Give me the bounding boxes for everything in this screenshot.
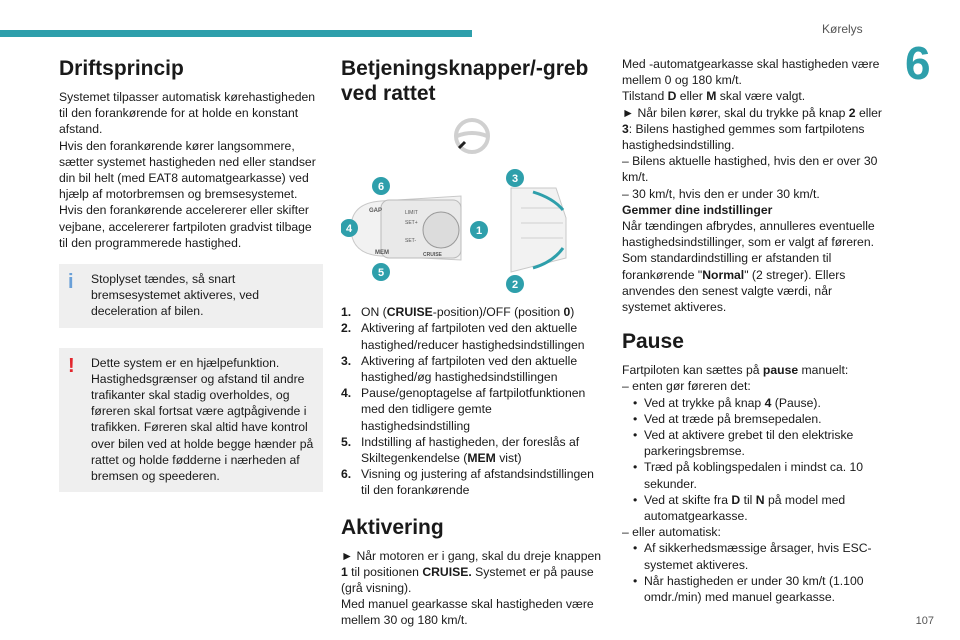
- auto-heading: – eller automatisk:: [622, 525, 721, 540]
- stalk-label-cruise: CRUISE: [423, 252, 442, 258]
- mode-text: Tilstand D eller M skal være valgt.: [622, 89, 806, 104]
- list-item: 4. Pause/genoptagelse af fartpilotfunktionen med den tidligere gemte hastighedsindstilling: [341, 386, 586, 433]
- stalk-label-gap: GAP: [369, 208, 383, 214]
- activation-text: ► Når motoren er i gang, skal du dreje knappen 1 til positionen CRUISE. Systemet er på pause (grå visning).: [341, 548, 602, 596]
- svg-text:6: 6: [377, 181, 385, 193]
- svg-text:2: 2: [511, 279, 519, 291]
- list-item: 2. Aktivering af fartpiloten ved den aktuelle hastighed/reducer hastighedsindstillingen: [341, 321, 585, 352]
- column-right: [622, 56, 884, 605]
- list-item: • Træd på koblingspedalen i mindst ca. 10 sekunder.: [633, 460, 864, 491]
- cruise-control-stalk-diagram: [341, 168, 603, 298]
- auto-gearbox-text: Med -automatgearkasse skal hastigheden være mellem 0 og 180 km/t.: [622, 57, 880, 88]
- list-item: • Når hastigheden er under 30 km/t (1.100 omdr./min) med manuel gearkasse.: [633, 573, 864, 605]
- section-title: Kørelys: [822, 22, 863, 36]
- activation-manual-text: Med manuel gearkasse skal hastigheden være mellem 30 og 180 km/t.: [341, 597, 594, 628]
- stalk-label-set-minus: SET-: [405, 238, 417, 244]
- press-button-text: ► Når bilen kører, skal du trykke på knap 2 eller 3: Bilens hastighed gemmes som fartpilotens hastighedsindstilling.: [622, 105, 882, 153]
- callout-5: [372, 263, 390, 281]
- callout-3: [506, 169, 524, 187]
- controls-list: [341, 304, 603, 498]
- list-item: • Af sikkerhedsmæssige årsager, hvis ESC-systemet aktiveres.: [633, 541, 872, 572]
- info-note-text: Stoplyset tændes, så snart bremsesystemet aktiveres, ved deceleration af bilen.: [91, 272, 259, 319]
- stalk-label-set-plus: SET+: [405, 220, 418, 226]
- pause-intro: Fartpiloten kan sættes på pause manuelt:: [622, 363, 849, 378]
- list-item: 6. Visning og justering af afstandsindstillingen til den forankørende: [341, 467, 594, 498]
- list-item: 1. ON (CRUISE-position)/OFF (position 0): [341, 305, 575, 320]
- column-middle: [341, 56, 603, 629]
- svg-text:1: 1: [475, 225, 483, 237]
- header-accent-bar: [0, 30, 472, 37]
- svg-text:3: 3: [511, 173, 519, 185]
- list-item: • Ved at trykke på knap 4 (Pause).: [633, 395, 821, 410]
- page-number: 107: [915, 615, 934, 627]
- svg-text:4: 4: [345, 223, 353, 235]
- manual-heading: – enten gør føreren det:: [622, 379, 751, 394]
- body-text: Systemet tilpasser automatisk kørehastigheden til den forankørende for at holde en konstant afstand. Hvis den forankørende kører langsommere, sætter systemet hastigheden ned eller standser din bil helt (med EAT8 automatgearkasse) ved hjælp af motorbremsen og bremsesystemet. Hvis den forankørende accelererer eller skifter vejbane, accelererer fartpiloten gradvist tilbage til den programmerede hastighed.: [59, 90, 316, 250]
- callout-1: [470, 221, 488, 239]
- stalk-label-mem: MEM: [375, 250, 389, 256]
- heading-driftsprincip: Driftsprincip: [59, 57, 184, 80]
- column-left: [59, 56, 323, 492]
- list-item: • Ved at træde på bremsepedalen.: [633, 411, 822, 426]
- list-item: • Ved at skifte fra D til N på model med automatgearkasse.: [633, 492, 846, 524]
- list-item: • Ved at aktivere grebet til den elektriske parkeringsbremse.: [633, 428, 854, 459]
- save-settings-heading: Gemmer dine indstillinger: [622, 202, 773, 217]
- heading-activation: Aktivering: [341, 515, 444, 539]
- heading-pause: Pause: [622, 330, 684, 354]
- speed-over-text: – Bilens aktuelle hastighed, hvis den er over 30 km/t.: [622, 154, 878, 185]
- svg-text:5: 5: [377, 267, 385, 279]
- info-icon: i: [68, 271, 74, 294]
- steering-wheel-icon: [449, 116, 495, 160]
- warning-icon: !: [68, 354, 75, 377]
- chapter-number: 6: [905, 37, 931, 89]
- warning-note: [59, 348, 323, 493]
- speed-under-text: – 30 km/t, hvis den er under 30 km/t.: [622, 186, 820, 201]
- info-note: [59, 264, 323, 328]
- callout-2: [506, 275, 524, 293]
- callout-6: [372, 177, 390, 195]
- heading-controls: Betjeningsknapper/-greb ved rattet: [341, 57, 589, 105]
- stalk-label-limit: LIMIT: [405, 210, 418, 216]
- warning-note-text: Dette system er en hjælpefunktion. Hastighedsgrænser og afstand til andre trafikanter skal stadig overholdes, og føreren skal fortsat være agtpågivende i trafikken. Føreren skal altid have kontrol over bilen ved at holde begge hænder på rattet og holde fødderne i nærheden af bremsen og speederen.: [91, 355, 314, 484]
- list-item: 3. Aktivering af fartpiloten ved den aktuelle hastighed/øg hastighedsindstillingen: [341, 353, 578, 385]
- save-settings-text: Når tændingen afbrydes, annulleres eventuelle hastighedsindstillinger, som er valgt af føreren. Som standardindstilling er afstanden til forankørende "Normal" (2 streger). Ellers anvendes den senest valgte værdi, når systemet aktiveres.: [622, 219, 875, 315]
- list-item: 5. Indstilling af hastigheden, der foreslås af Skiltegenkendelse (MEM vist): [341, 434, 580, 466]
